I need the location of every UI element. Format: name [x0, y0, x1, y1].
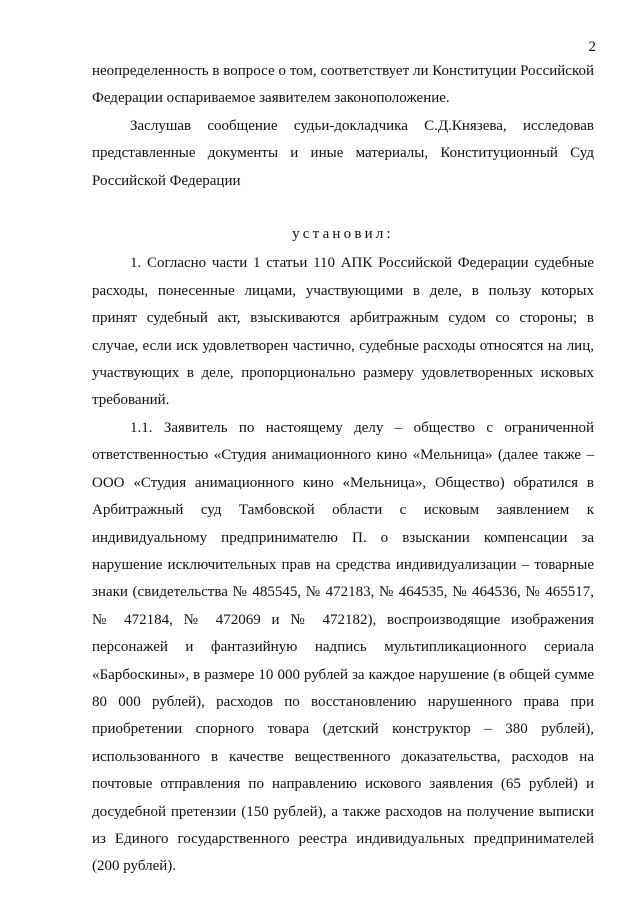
section-spacer	[92, 195, 594, 207]
document-body	[92, 58, 594, 881]
page-number: 2	[588, 39, 596, 55]
paragraph-court-statement: Заслушав сообщение судьи-докладчика С.Д.Князева, исследовав представленные документы и иные материалы, Конституционный Суд Российской Федерации	[92, 117, 594, 189]
paragraph-section-1-1: 1.1. Заявитель по настоящему делу – общество с ограниченной ответственностью «Студия анимационного кино «Мельница» (далее также – ООО «Студия анимационного кино «Мельница», Общество) обратился в Арбитражный суд Тамбовской области с исковым заявлением к индивидуальному предпринимателю П. о взыскании компенсации за нарушение исключительных прав на средства индивидуализации – товарные знаки (свидетельства № 485545, № 472183, № 464535, № 464536, № 465517, № 472184, № 472069 и № 472182), воспроизводящие изображения персонажей и фантазийную надпись мультипликационного сериала «Барбоскины», в размере 10 000 рублей за каждое нарушение (в общей сумме 80 000 рублей), расходов по восстановлению нарушенного права при приобретении спорного товара (детский конструктор – 380 рублей), использованного в качестве вещественного доказательства, расходов на почтовые отправления по направлению искового заявления (65 рублей) и досудебной претензии (150 рублей), а также расходов на получение выписки из Единого государственного реестра индивидуальных предпринимателей (200 рублей).	[92, 419, 594, 875]
section-heading: установил:	[292, 226, 394, 243]
paragraph-continuation: неопределенность в вопросе о том, соответствует ли Конституции Российской Федерации оспариваемое заявителем законоположение.	[92, 63, 594, 107]
paragraph-section-1: 1. Согласно части 1 статьи 110 АПК Российской Федерации судебные расходы, понесенные лицами, участвующими в деле, в пользу которых принят судебный акт, взыскиваются арбитражным судом со стороны; в случае, если иск удовлетворен частично, судебные расходы относятся на лиц, участвующих в деле, пропорционально размеру удовлетворенных исковых требований.	[92, 255, 594, 409]
